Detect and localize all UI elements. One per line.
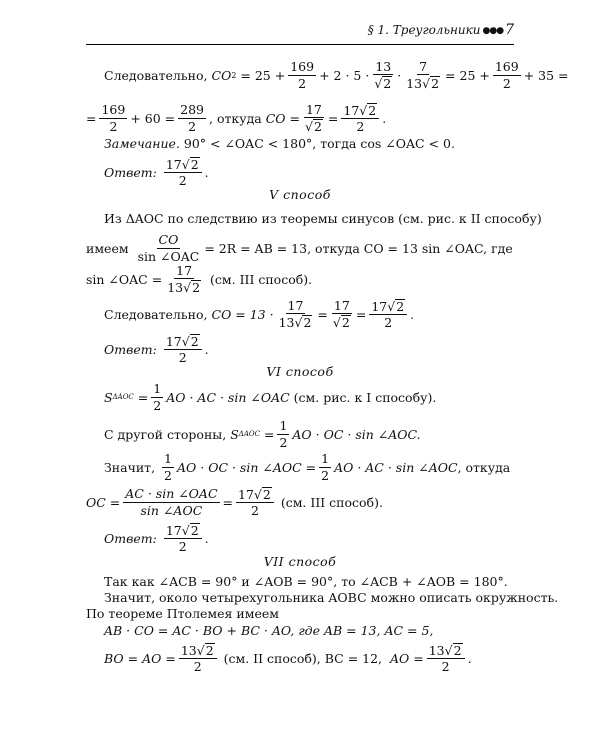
text-line-5: Из ΔAOC по следствию из теоремы синусов (см. рис. к II способу) (104, 210, 542, 226)
fraction: $\frac{169}{2}$ (494, 59, 519, 91)
equation-line-1: Следовательно, CO 2 = 25 + $\frac{169}{2}$ + 2 · 5 · $\frac{13}{√2}$ · $\frac{7}{13√2}$ = 25 + $\frac{169}{2}$ + 35 = (104, 58, 569, 91)
fraction: $\frac{17√2}{2}$ (164, 157, 202, 188)
text-line-15: Так как ∠ACB = 90° и ∠AOB = 90°, то ∠ACB + ∠AOB = 180°. (104, 573, 508, 589)
fraction: $\frac{13}{√2}$ (374, 58, 392, 91)
fraction: $\frac{7}{13√2}$ (406, 58, 440, 91)
fraction: $\frac{17}{√2}$ (304, 101, 322, 134)
fraction: $\frac{1}{2}$ (153, 381, 162, 413)
fraction: $\frac{\text{AC · sin ∠OAC}}{\text{sin ∠AOC}}$ (125, 486, 218, 518)
answer-line-1: Ответ: $\frac{17√2}{2}$ . (104, 156, 209, 189)
text-line-18: AB · CO = AC · BO + BC · AO, где AB = 13, AC = 5, (104, 622, 434, 638)
fraction: $\frac{17}{√2}$ (332, 297, 350, 330)
equation-line-7: sin ∠OAC = $\frac{17}{13√2}$ (см. III способ). (86, 262, 313, 295)
section-heading-vii: VII способ (263, 554, 337, 569)
section-heading-v: V способ (269, 187, 331, 202)
equation-line-8: Следовательно, CO = 13 · $\frac{17}{13√2}$ = $\frac{17}{√2}$ = $\frac{17√2}{2}$ . (104, 297, 415, 331)
page-number: 7 (505, 22, 514, 38)
text-line-16: Значит, около четырехугольника AOBC можно описать окружность. (104, 589, 559, 605)
fraction: $\frac{1}{2}$ (321, 451, 330, 483)
running-header (86, 22, 514, 42)
equation-line-13: OC = $\frac{\text{AC · sin ∠OAC}}{\text{sin ∠AOC}}$ = $\frac{17√2}{2}$ (см. III способ). (86, 486, 383, 519)
answer-line-2: Ответ: $\frac{17√2}{2}$ . (104, 333, 209, 366)
fraction: $\frac{17√2}{2}$ (341, 103, 379, 134)
fraction: $\frac{17}{13√2}$ (278, 297, 312, 330)
equation-line-6: имеем $\frac{CO}{\text{sin ∠OAC}}$ = 2R = AB = 13, откуда CO = 13 sin ∠OAC, где (86, 232, 513, 264)
fraction: $\frac{17}{13√2}$ (167, 262, 201, 295)
bullet-dots-icon: ●●● (482, 26, 504, 36)
fraction: $\frac{CO}{\text{sin ∠OAC}}$ (137, 232, 200, 264)
fraction: $\frac{169}{2}$ (101, 102, 126, 134)
answer-line-3: Ответ: $\frac{17√2}{2}$ . (104, 522, 209, 555)
section-heading-vi: VI способ (266, 364, 334, 379)
fraction: $\frac{17√2}{2}$ (164, 523, 202, 554)
fraction: $\frac{1}{2}$ (279, 418, 288, 450)
fraction: $\frac{17√2}{2}$ (369, 299, 407, 330)
remark-line: Замечание. 90° < ∠OAC < 180°, тогда cos ∠OAC < 0. (104, 135, 455, 151)
equation-line-19: BO = AO = $\frac{13√2}{2}$ (см. II способ), BC = 12, AO = $\frac{13√2}{2}$ . (104, 642, 472, 675)
equation-line-11: С другой стороны, S ΔAOC = $\frac{1}{2}$ AO · OC · sin ∠AOC. (104, 418, 421, 450)
equation-line-12: Значит, $\frac{1}{2}$ AO · OC · sin ∠AOC = $\frac{1}{2}$ AO · AC · sin ∠AOC , откуда (104, 451, 511, 483)
header-rule (86, 44, 514, 45)
fraction: $\frac{17√2}{2}$ (236, 487, 274, 518)
fraction: $\frac{289}{2}$ (180, 102, 205, 134)
fraction: $\frac{13√2}{2}$ (179, 643, 217, 674)
fraction: $\frac{13√2}{2}$ (427, 643, 465, 674)
fraction: $\frac{1}{2}$ (164, 451, 172, 483)
header-section: § 1. Треугольники (367, 23, 481, 37)
equation-line-10: S ΔAOC = $\frac{1}{2}$ AO · AC · sin ∠OAC (см. рис. к I способу). (104, 381, 437, 413)
fraction: $\frac{169}{2}$ (290, 59, 315, 91)
text-line-17: По теореме Птолемея имеем (86, 605, 279, 621)
equation-line-2: = $\frac{169}{2}$ + 60 = $\frac{289}{2}$ , откуда CO = $\frac{17}{√2}$ = $\frac{17√2}{2}$ . (86, 101, 387, 135)
fraction: $\frac{17√2}{2}$ (164, 334, 202, 365)
